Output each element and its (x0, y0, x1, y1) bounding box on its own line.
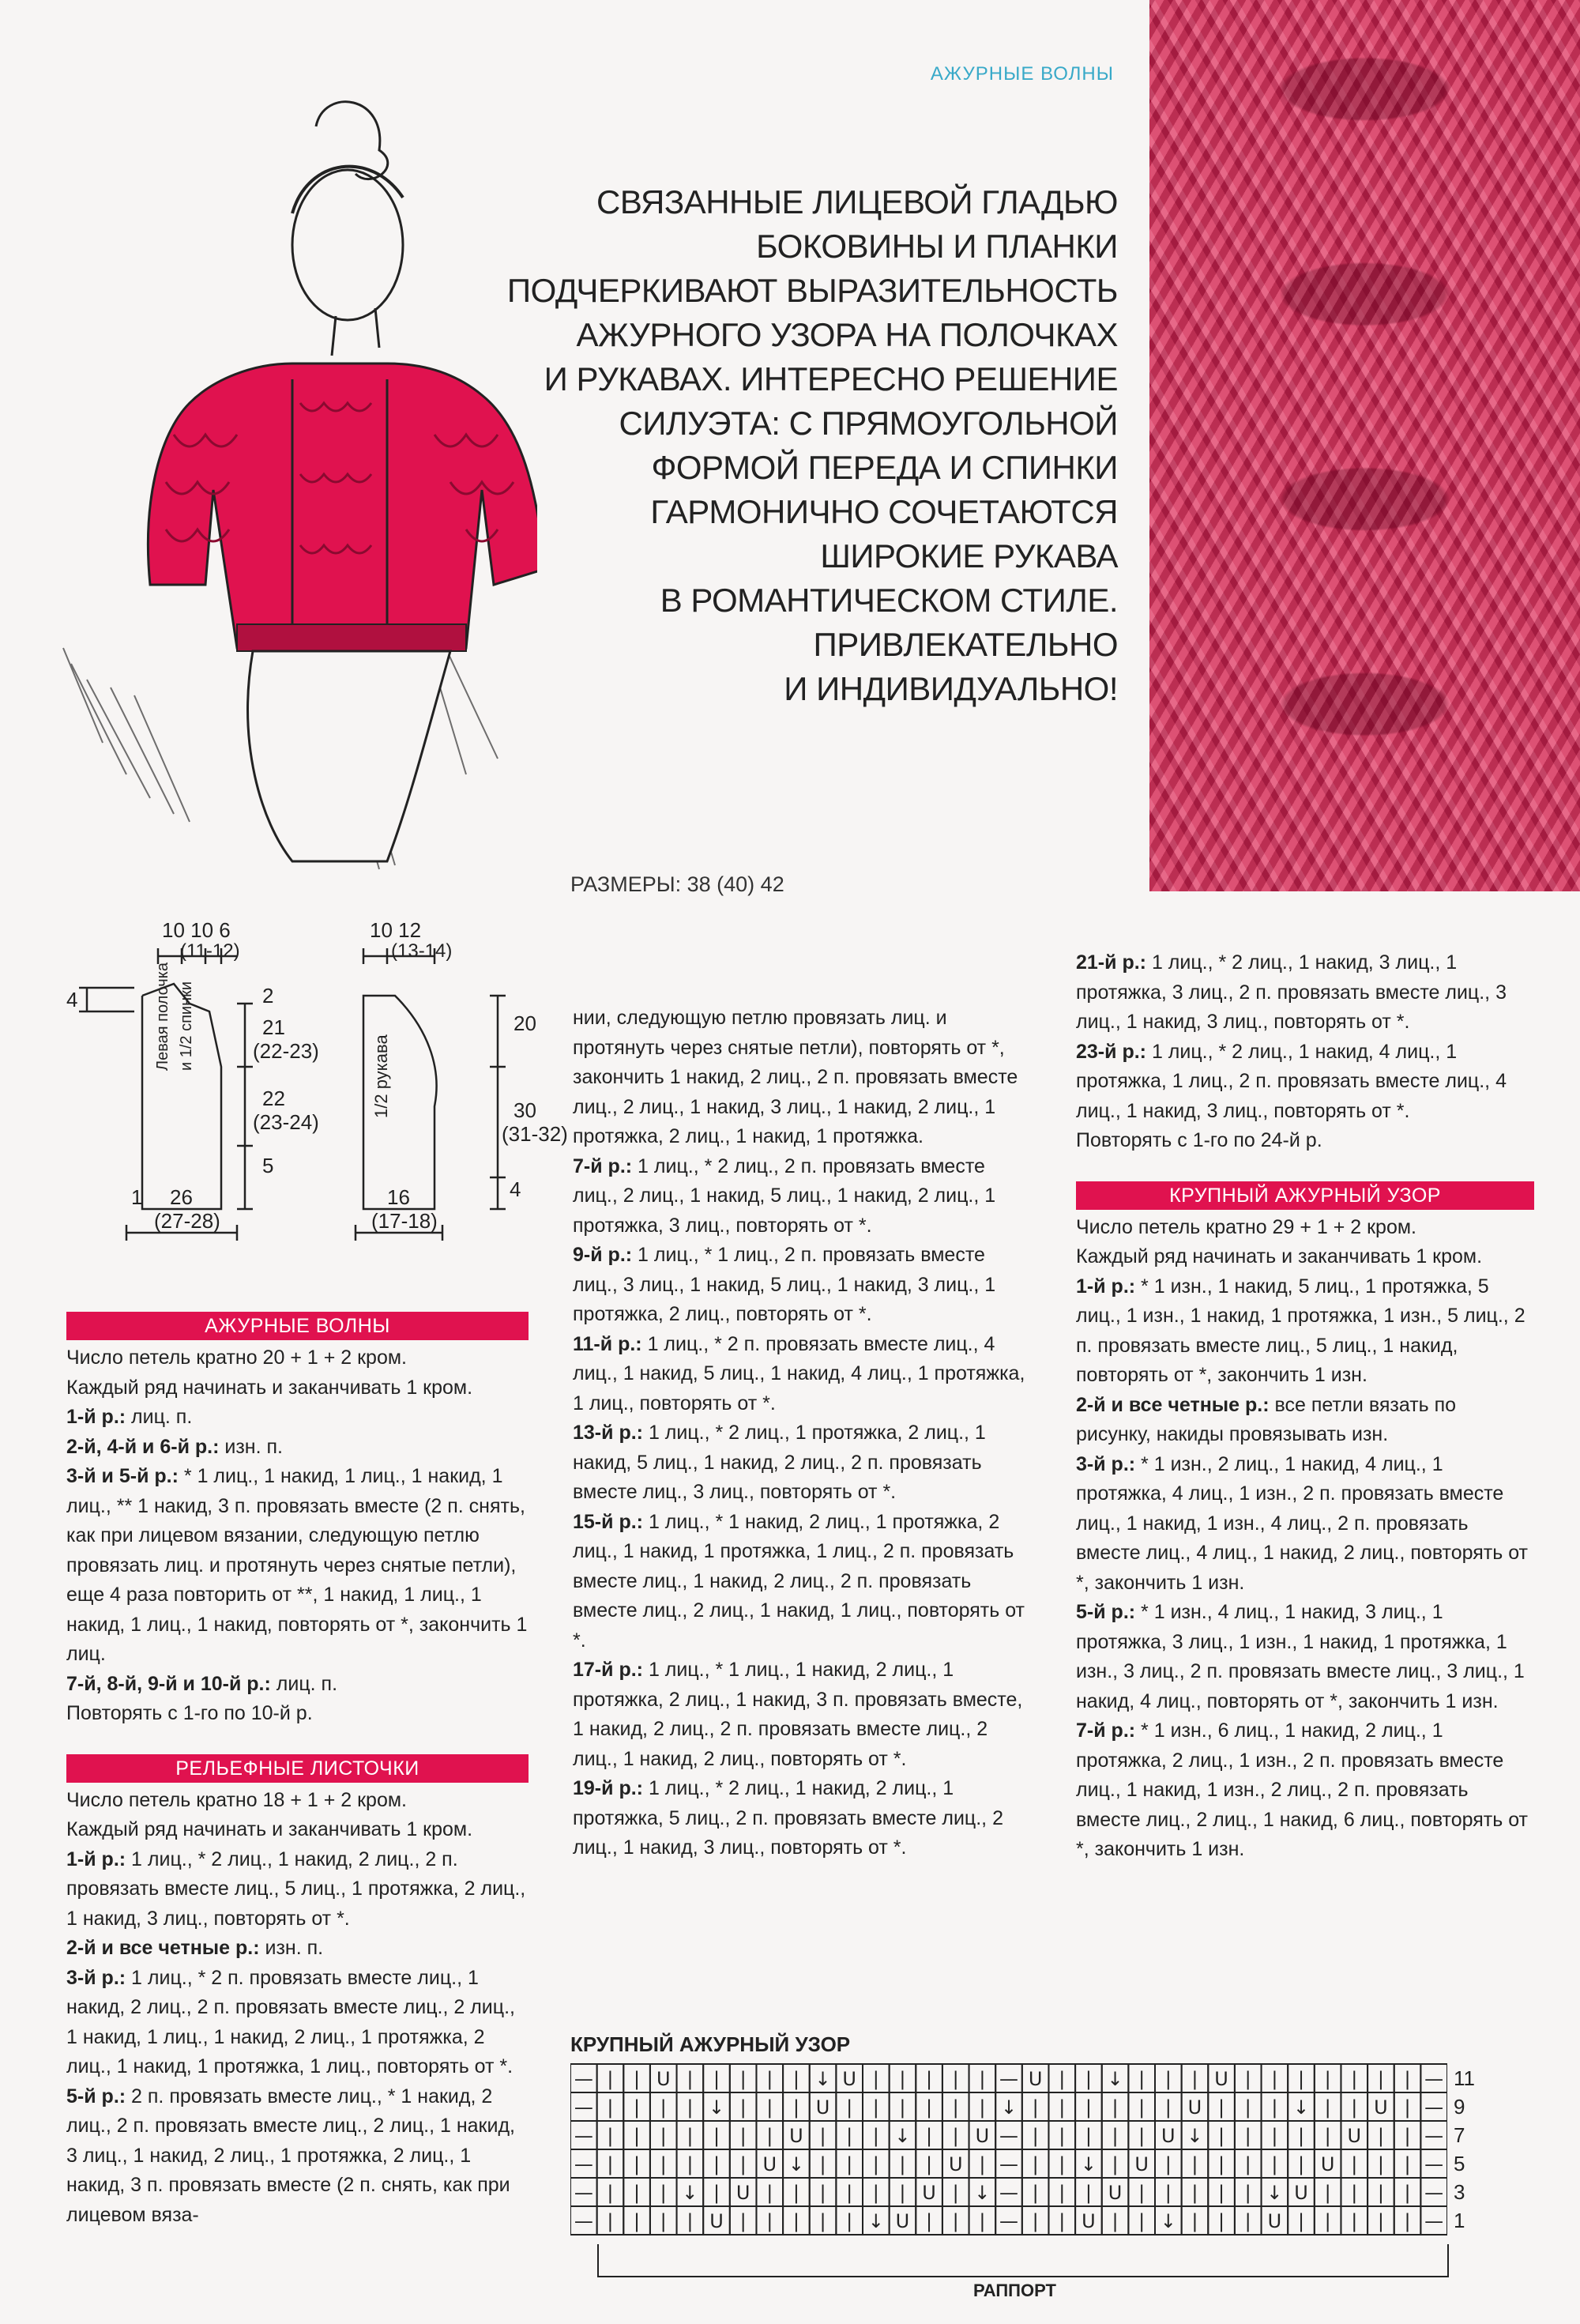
chart-symbol: | (634, 2125, 641, 2147)
chart-symbol: | (1324, 2096, 1331, 2119)
chart-symbol: | (766, 2125, 773, 2147)
repeat-bracket (597, 2244, 1449, 2277)
knitting-chart-grid (570, 2058, 1447, 2247)
chart-symbol: | (1404, 2153, 1411, 2175)
chart-symbol: | (634, 2096, 641, 2119)
hero-line: ШИРОКИЕ РУКАВА (820, 537, 1118, 574)
chart-symbol: | (1112, 2096, 1119, 2119)
chart-symbol: — (574, 2210, 593, 2232)
chart-symbol: | (739, 2210, 747, 2232)
chart-symbol: | (846, 2096, 853, 2119)
chart-symbol: | (1059, 2068, 1066, 2090)
chart-symbol: | (1085, 2096, 1092, 2119)
chart-symbol: U (1108, 2182, 1123, 2204)
chart-symbol: | (792, 2182, 799, 2204)
chart-symbol: | (926, 2153, 933, 2175)
chart-symbol: | (713, 2182, 720, 2204)
chart-symbol: U (789, 2125, 803, 2147)
chart-symbol: | (846, 2153, 853, 2175)
chart-symbol: | (1271, 2153, 1278, 2175)
chart-symbol: | (1404, 2068, 1411, 2090)
chart-symbol: | (607, 2096, 614, 2119)
chart-symbol: | (1032, 2096, 1039, 2119)
chart-symbol: — (999, 2182, 1018, 2204)
column-1: АЖУРНЫЕ ВОЛНЫ Число петель кратно 20 + 1 + 2 кром. Каждый ряд начинать и заканчивать 1 кром. 1-й р.: лиц. п. 2-й, 4-й и 6-й р.: изн. п. 3-й и 5-й р.: * 1 лиц., 1 накид, 1 лиц., 1 накид, 1 лиц., ** 1 накид, 3 п. провязать вместе (2 п. снять, как при лицевом вязании, следующую петлю провязать лиц. и протянуть через снятые петли), еще 4 раза повторить от **, 1 накид, 1 лиц., 1 накид, 1 лиц., 1 накид, повторять от *, закончить 1 лиц. 7-й, 8-й, 9-й и 10-й р.: лиц. п. Повторять с 1-го по 10-й р. РЕЛЬЕФНЫЕ ЛИСТОЧКИ Число петель кратно 18 + 1 + 2 кром. Каждый ряд начинать и заканчивать 1 кром. 1-й р.: 1 лиц., * 2 лиц., 1 накид, 2 лиц., 2 п. провязать вместе лиц., 5 лиц., 1 протяжка, 2 лиц., 1 накид, 3 лиц., повторять от *. 2-й и все четные р.: изн. п. 3-й р.: 1 лиц., * 2 п. провязать вместе лиц., 1 накид, 2 лиц., 2 п. провязать вместе лиц., 2 лиц., 1 накид, 1 лиц., 1 накид, 2 лиц., 1 протяжка, 2 лиц., 1 накид, 1 протяжка, 1 лиц., повторять от *. 5-й р.: 2 п. провязать вместе лиц., * 1 накид, 2 лиц., 2 п. провязать вместе лиц., 2 лиц., 1 накид, 3 лиц., 1 накид, 2 лиц., 1 протяжка, 2 лиц., 1 накид, 3 п. провязать вместе (2 п. снять, как при лицевом вяза- (66, 1312, 529, 2230)
hero-description (470, 180, 1118, 711)
chart-symbol: ↓ (867, 2210, 884, 2232)
chart-row-numbers (1454, 2064, 1485, 2235)
chart-symbol: | (1244, 2096, 1251, 2119)
chart-symbol: | (952, 2068, 959, 2090)
chart-symbol: | (1351, 2096, 1358, 2119)
chart-symbol: ↓ (1080, 2153, 1097, 2175)
chart-symbol: | (1032, 2210, 1039, 2232)
chart-symbol: | (634, 2153, 641, 2175)
chart-symbol: | (1271, 2068, 1278, 2090)
chart-symbol: | (660, 2125, 667, 2147)
chart-symbol: | (1404, 2182, 1411, 2204)
row-number: 5 (1454, 2152, 1465, 2175)
chart-symbol: U (1267, 2210, 1282, 2232)
chart-symbol: — (574, 2125, 593, 2147)
chart-symbol: | (713, 2125, 720, 2147)
chart-symbol: | (792, 2096, 799, 2119)
section-tag: АЖУРНЫЕ ВОЛНЫ (930, 63, 1114, 85)
chart-symbol: ↓ (1160, 2210, 1176, 2232)
chart-symbol: U (709, 2210, 724, 2232)
hero-line: В РОМАНТИЧЕСКОМ СТИЛЕ. (660, 582, 1118, 619)
chart-symbol: U (815, 2096, 830, 2119)
chart-symbol: | (1297, 2068, 1305, 2090)
chart-symbol: | (1271, 2125, 1278, 2147)
chart-symbol: | (1138, 2096, 1146, 2119)
chart-symbol: | (792, 2210, 799, 2232)
chart-symbol: | (1085, 2125, 1092, 2147)
pattern-schematics: 10 10 6 (11-12) 4 2 21 (22-23) 22 (23-24) 5 1 26 (27-28) Левая полочка и 1/2 спинки 1/2 рукава 10 12 (13-14) 20 30 (31-32) 4 16 (17-18) (66, 918, 568, 1233)
chart-symbol: | (872, 2125, 879, 2147)
chart-symbol: | (1218, 2182, 1225, 2204)
chart-symbol: | (1032, 2125, 1039, 2147)
chart-symbol: ↓ (682, 2182, 698, 2204)
chart-symbol: | (1377, 2153, 1384, 2175)
chart-symbol: | (872, 2182, 879, 2204)
chart-symbol: U (922, 2182, 936, 2204)
chart-symbol: — (999, 2210, 1018, 2232)
chart-symbol: | (1164, 2153, 1172, 2175)
chart-symbol: U (975, 2125, 990, 2147)
chart-symbol: | (1059, 2182, 1066, 2204)
chart-symbol: | (1085, 2182, 1092, 2204)
hero-line: СВЯЗАННЫЕ ЛИЦЕВОЙ ГЛАДЬЮ (596, 183, 1118, 220)
chart-symbol: | (1032, 2153, 1039, 2175)
chart-symbol: | (926, 2068, 933, 2090)
chart-symbol: | (766, 2210, 773, 2232)
chart-symbol: — (574, 2068, 593, 2090)
chart-symbol: | (1164, 2068, 1172, 2090)
chart-symbol: U (1028, 2068, 1043, 2090)
chart-symbol: | (1404, 2125, 1411, 2147)
chart-symbol: | (1218, 2096, 1225, 2119)
chart-symbol: | (926, 2210, 933, 2232)
chart-symbol: | (952, 2182, 959, 2204)
chart-symbol: | (687, 2096, 694, 2119)
chart-symbol: | (899, 2068, 906, 2090)
chart-symbol: | (926, 2125, 933, 2147)
chart-symbol: | (1244, 2153, 1251, 2175)
sizes: РАЗМЕРЫ: 38 (40) 42 (570, 872, 784, 896)
chart-symbol: | (926, 2096, 933, 2119)
chart-symbol: | (1404, 2210, 1411, 2232)
chart-symbol: | (1138, 2125, 1146, 2147)
chart-symbol: | (846, 2210, 853, 2232)
chart-symbol: | (1271, 2096, 1278, 2119)
chart-symbol: | (634, 2068, 641, 2090)
chart-symbol: | (1138, 2210, 1146, 2232)
hero-line: ПРИВЛЕКАТЕЛЬНО (813, 626, 1118, 663)
chart-symbol: | (1059, 2125, 1066, 2147)
chart-symbol: | (1059, 2210, 1066, 2232)
chart-symbol: | (1324, 2182, 1331, 2204)
chart-symbol: | (872, 2153, 879, 2175)
chart-symbol: | (1297, 2210, 1305, 2232)
chart-symbol: U (842, 2068, 856, 2090)
hero-line: И РУКАВАХ. ИНТЕРЕСНО РЕШЕНИЕ (544, 360, 1118, 397)
chart-symbol: — (1424, 2068, 1444, 2090)
chart-symbol: | (899, 2153, 906, 2175)
chart-symbol: | (1377, 2068, 1384, 2090)
chart-symbol: | (819, 2153, 826, 2175)
chart-symbol: | (634, 2182, 641, 2204)
chart-symbol: ↓ (974, 2182, 991, 2204)
row-number: 3 (1454, 2180, 1465, 2204)
hero-line: СИЛУЭТА: С ПРЯМОУГОЛЬНОЙ (619, 405, 1118, 442)
chart-symbol: U (656, 2068, 671, 2090)
chart-symbol: | (687, 2068, 694, 2090)
chart-symbol: | (660, 2096, 667, 2119)
chart-symbol: | (660, 2153, 667, 2175)
chart-symbol: | (1297, 2125, 1305, 2147)
chart-symbol: U (895, 2210, 910, 2232)
chart-symbol: | (1032, 2182, 1039, 2204)
chart-symbol: U (735, 2182, 750, 2204)
chart-symbol: | (1404, 2096, 1411, 2119)
chart-symbol: U (1320, 2153, 1335, 2175)
chart-symbol: | (899, 2182, 906, 2204)
chart-symbol: | (792, 2068, 799, 2090)
chart-symbol: | (660, 2210, 667, 2232)
chart-symbol: | (872, 2068, 879, 2090)
chart-symbol: | (766, 2068, 773, 2090)
chart-symbol: — (999, 2068, 1018, 2090)
chart-symbol: | (1324, 2068, 1331, 2090)
chart-symbol: | (1164, 2096, 1172, 2119)
chart-symbol: U (1347, 2125, 1362, 2147)
row-number: 9 (1454, 2095, 1465, 2119)
chart-symbol: | (739, 2125, 747, 2147)
chart-symbol: | (1351, 2153, 1358, 2175)
chart-symbol: | (1244, 2182, 1251, 2204)
row-number: 7 (1454, 2123, 1465, 2147)
hero-line: АЖУРНОГО УЗОРА НА ПОЛОЧКАХ (576, 316, 1118, 353)
band-large-ajour: КРУПНЫЙ АЖУРНЫЙ УЗОР (1076, 1181, 1534, 1210)
chart-symbol: | (1191, 2210, 1198, 2232)
chart-symbol: | (846, 2182, 853, 2204)
chart-symbol: | (1377, 2182, 1384, 2204)
chart-symbol: | (687, 2210, 694, 2232)
chart-symbol: | (1324, 2210, 1331, 2232)
chart-symbol: | (607, 2068, 614, 2090)
chart-symbol: | (979, 2153, 986, 2175)
chart-symbol: ↓ (788, 2153, 804, 2175)
chart-symbol: | (1112, 2125, 1119, 2147)
chart-symbol: ↓ (1107, 2068, 1123, 2090)
band-relief-leaves: РЕЛЬЕФНЫЕ ЛИСТОЧКИ (66, 1754, 529, 1783)
chart-symbol: — (1424, 2153, 1444, 2175)
chart-symbol: | (819, 2210, 826, 2232)
chart-symbol: | (1085, 2068, 1092, 2090)
chart-symbol: | (1138, 2068, 1146, 2090)
chart-symbol: | (607, 2153, 614, 2175)
chart-symbol: U (1187, 2096, 1202, 2119)
column-2: нии, следующую петлю провязать лиц. и протянуть через снятые петли), повторять от *, закончить 1 накид, 2 лиц., 2 п. провязать вместе лиц., 2 лиц., 1 накид, 3 лиц., 1 накид, 2 лиц., 1 протяжка, 2 лиц., 1 накид, 1 протяжка. 7-й р.: 1 лиц., * 2 лиц., 2 п. провязать вместе лиц., 2 лиц., 1 накид, 5 лиц., 1 накид, 2 лиц., 1 протяжка, 3 лиц., повторять от *. 9-й р.: 1 лиц., * 1 лиц., 2 п. провязать вместе лиц., 3 лиц., 1 накид, 5 лиц., 1 накид, 3 лиц., 1 протяжка, 2 лиц., повторять от *. 11-й р.: 1 лиц., * 2 п. провязать вместе лиц., 4 лиц., 1 накид, 5 лиц., 1 накид, 4 лиц., 1 протяжка, 1 лиц., повторять от *. 13-й р.: 1 лиц., * 2 лиц., 1 протяжка, 2 лиц., 1 накид, 5 лиц., 1 накид, 2 лиц., 2 п. провязать вместе лиц., 3 лиц., повторять от *. 15-й р.: 1 лиц., * 1 накид, 2 лиц., 1 протяжка, 2 лиц., 1 накид, 1 протяжка, 1 лиц., 2 п. провязать вместе лиц., 1 накид, 2 лиц., 2 п. провязать вместе лиц., 2 лиц., 1 накид, 1 лиц., повторять от *. 17-й р.: 1 лиц., * 1 лиц., 1 накид, 2 лиц., 1 протяжка, 2 лиц., 1 накид, 3 п. провязать вместе, 1 накид, 2 лиц., 2 п. провязать вместе лиц., 2 лиц., 1 накид, 2 лиц., повторять от *. 19-й р.: 1 лиц., * 2 лиц., 1 накид, 2 лиц., 1 протяжка, 5 лиц., 2 п. провязать вместе лиц., 2 лиц., 1 накид, 3 лиц., повторять от *. (573, 1007, 1025, 1859)
chart-symbol: | (1164, 2182, 1172, 2204)
chart-symbol: | (979, 2210, 986, 2232)
chart-symbol: | (1191, 2153, 1198, 2175)
chart-symbol: | (1059, 2096, 1066, 2119)
hero-line: ФОРМОЙ ПЕРЕДА И СПИНКИ (651, 449, 1118, 486)
chart-symbol: | (687, 2125, 694, 2147)
chart-symbol: U (1214, 2068, 1228, 2090)
chart-symbol: | (1324, 2125, 1331, 2147)
hero-line: ГАРМОНИЧНО СОЧЕТАЮТСЯ (650, 493, 1118, 530)
row-number: 1 (1454, 2209, 1465, 2232)
chart-symbol: — (574, 2096, 593, 2119)
chart-symbol: ↓ (894, 2125, 911, 2147)
chart-symbol: | (952, 2125, 959, 2147)
chart-symbol: — (1424, 2096, 1444, 2119)
chart-symbol: | (739, 2096, 747, 2119)
chart-symbol: | (1244, 2125, 1251, 2147)
fashion-illustration (55, 63, 537, 877)
chart-symbol: ↓ (1266, 2182, 1283, 2204)
chart-symbol: | (872, 2096, 879, 2119)
chart-symbol: — (1424, 2182, 1444, 2204)
chart-symbol: | (607, 2210, 614, 2232)
chart-symbol: | (1138, 2182, 1146, 2204)
chart-symbol: | (979, 2068, 986, 2090)
chart-symbol: ↓ (708, 2096, 725, 2119)
chart-symbol: | (660, 2182, 667, 2204)
chart-symbol: — (999, 2153, 1018, 2175)
chart-symbol: | (846, 2125, 853, 2147)
repeat-label: РАППОРТ (967, 2281, 1063, 2301)
chart-symbol: | (1059, 2153, 1066, 2175)
chart-symbol: | (819, 2125, 826, 2147)
chart-symbol: U (1161, 2125, 1176, 2147)
chart-symbol: | (634, 2210, 641, 2232)
chart-symbol: — (574, 2182, 593, 2204)
column-3: 21-й р.: 1 лиц., * 2 лиц., 1 накид, 3 лиц., 1 протяжка, 3 лиц., 2 п. провязать вместе лиц., 3 лиц., 1 накид, 3 лиц., повторять от *. 23-й р.: 1 лиц., * 2 лиц., 1 накид, 4 лиц., 1 протяжка, 1 лиц., 2 п. провязать вместе лиц., 4 лиц., 1 накид, 3 лиц., повторять от *. Повторять с 1-го по 24-й р. КРУПНЫЙ АЖУРНЫЙ УЗОР Число петель кратно 29 + 1 + 2 кром. Каждый ряд начинать и заканчивать 1 кром. 1-й р.: * 1 изн., 1 накид, 5 лиц., 1 протяжка, 5 лиц., 1 изн., 1 накид, 1 протяжка, 1 изн., 5 лиц., 2 п. провязать вместе лиц., 5 лиц., 1 накид, повторять от *, закончить 1 изн. 2-й и все четные р.: все петли вязать по рисунку, накиды провязывать изн. 3-й р.: * 1 изн., 2 лиц., 1 накид, 4 лиц., 1 протяжка, 4 лиц., 1 изн., 2 п. провязать вместе лиц., 1 накид, 1 изн., 4 лиц., 2 п. провязать вместе лиц., 4 лиц., 1 накид, 2 лиц., повторять от *, закончить 1 изн. 5-й р.: * 1 изн., 4 лиц., 1 накид, 3 лиц., 1 протяжка, 3 лиц., 1 изн., 1 накид, 1 протяжка, 1 изн., 3 лиц., 2 п. провязать вместе лиц., 3 лиц., 1 накид, 4 лиц., повторять от *, закончить 1 изн. 7-й р.: * 1 изн., 6 лиц., 1 накид, 2 лиц., 1 протяжка, 2 лиц., 1 изн., 2 п. провязать вместе лиц., 1 накид, 1 изн., 2 лиц., 2 п. провязать вместе лиц., 2 лиц., 1 накид, 6 лиц., повторять от *, закончить 1 изн. (1076, 948, 1534, 1865)
chart-symbol: — (574, 2153, 593, 2175)
chart-symbol: | (1377, 2125, 1384, 2147)
chart-symbol: | (1218, 2210, 1225, 2232)
chart-symbol: | (899, 2096, 906, 2119)
chart-symbol: ↓ (1292, 2096, 1310, 2119)
chart-symbol: | (766, 2096, 773, 2119)
chart-symbol: | (739, 2153, 747, 2175)
chart-symbol: U (1294, 2182, 1308, 2204)
chart-symbol: — (1424, 2125, 1444, 2147)
chart-symbol: — (999, 2125, 1018, 2147)
chart-symbol: | (713, 2068, 720, 2090)
chart-symbol: | (1244, 2210, 1251, 2232)
chart-symbol: | (1218, 2153, 1225, 2175)
chart-symbol: | (1244, 2068, 1251, 2090)
hero-line: БОКОВИНЫ И ПЛАНКИ (756, 228, 1118, 265)
chart-symbol: | (1351, 2210, 1358, 2232)
chart-symbol: — (1424, 2210, 1444, 2232)
chart-symbol: | (952, 2096, 959, 2119)
band-ajour-waves: АЖУРНЫЕ ВОЛНЫ (66, 1312, 529, 1340)
chart-symbol: | (819, 2182, 826, 2204)
chart-symbol: | (1377, 2210, 1384, 2232)
chart-symbol: | (766, 2182, 773, 2204)
chart-symbol: | (1112, 2153, 1119, 2175)
chart-symbol: | (607, 2125, 614, 2147)
chart-symbol: | (1191, 2068, 1198, 2090)
chart-symbol: | (1218, 2125, 1225, 2147)
chart-title: КРУПНЫЙ АЖУРНЫЙ УЗОР (570, 2032, 851, 2056)
knit-sample-photo (1149, 0, 1580, 891)
chart-symbol: | (1191, 2182, 1198, 2204)
chart-symbol: ↓ (1000, 2096, 1018, 2119)
row-number: 11 (1454, 2066, 1475, 2090)
chart-symbol: | (979, 2096, 986, 2119)
chart-symbol: | (1351, 2182, 1358, 2204)
chart-symbol: | (713, 2153, 720, 2175)
hero-line: ПОДЧЕРКИВАЮТ ВЫРАЗИТЕЛЬНОСТЬ (506, 272, 1118, 309)
chart-symbol: U (1374, 2096, 1388, 2119)
chart-symbol: U (1082, 2210, 1096, 2232)
chart-symbol: U (762, 2153, 777, 2175)
chart-symbol: | (1297, 2153, 1305, 2175)
chart-symbol: ↓ (814, 2068, 831, 2090)
chart-symbol: ↓ (1187, 2125, 1203, 2147)
hero-line: И ИНДИВИДУАЛЬНО! (784, 670, 1118, 707)
chart-symbol: | (1112, 2210, 1119, 2232)
chart-symbol: | (687, 2153, 694, 2175)
chart-symbol: | (952, 2210, 959, 2232)
chart-symbol: U (948, 2153, 963, 2175)
chart-symbol: U (1134, 2153, 1149, 2175)
chart-symbol: | (739, 2068, 747, 2090)
chart-symbol: | (607, 2182, 614, 2204)
chart-symbol: | (1351, 2068, 1358, 2090)
